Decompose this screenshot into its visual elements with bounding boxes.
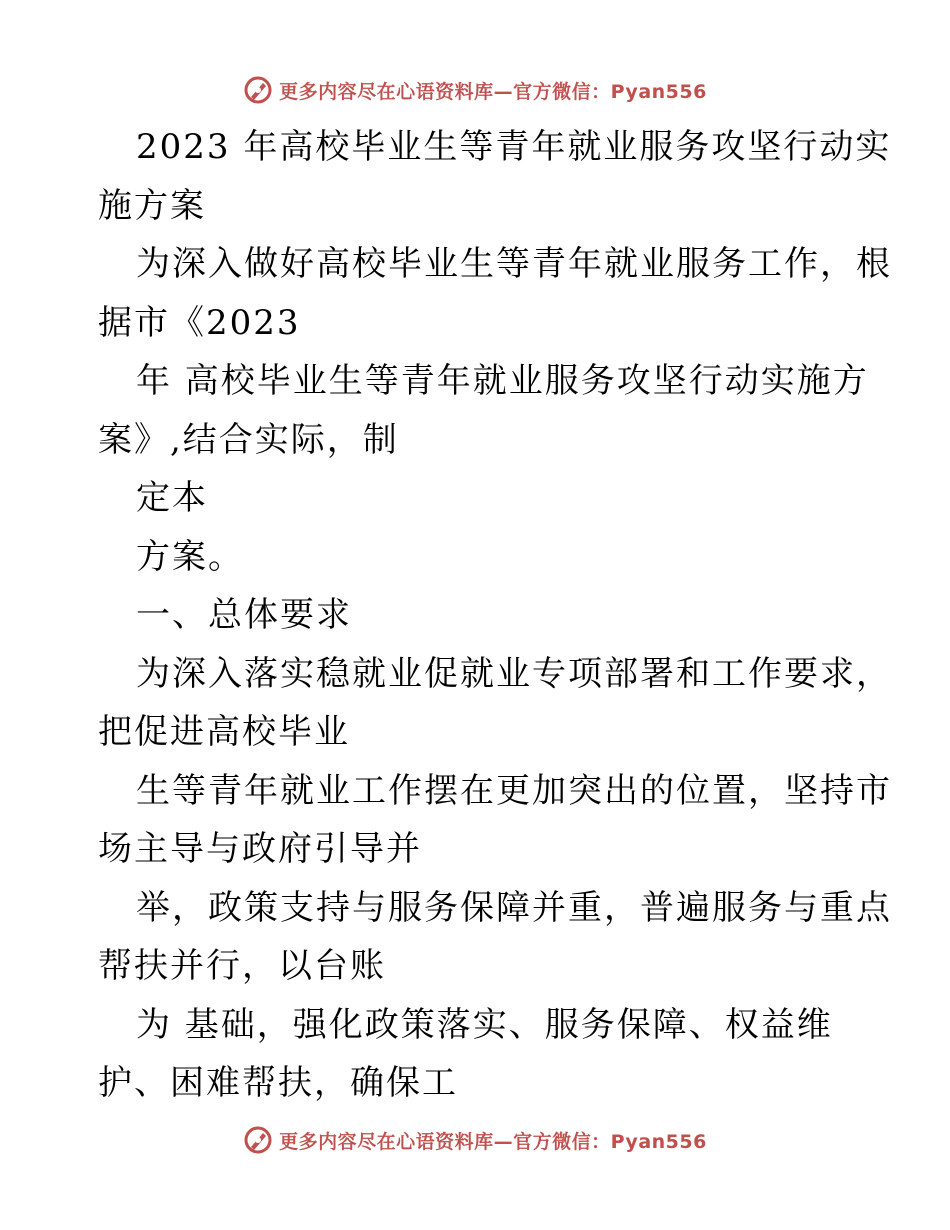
pen-logo-icon <box>243 75 273 105</box>
text-line: 生等青年就业工作摆在更加突出的位置，坚持市 <box>136 770 892 811</box>
text-line: 为深入做好高校毕业生等青年就业服务工作，根 <box>136 244 892 284</box>
text-line: 方案。 <box>136 536 244 577</box>
watermark-footer <box>0 1120 950 1160</box>
text-line: 2023 年高校毕业生等青年就业服务攻坚行动实 <box>136 127 892 167</box>
text-line: 施方案 <box>98 185 206 226</box>
text-line: 年 高校毕业生等青年就业服务攻坚行动实施方 <box>136 361 869 401</box>
text-line: 为 基础，强化政策落实、服务保障、权益维 <box>136 1004 833 1045</box>
watermark-text: 更多内容尽在心语资料库—官方微信：Pyan556 <box>279 80 707 103</box>
watermark-header <box>0 70 950 110</box>
text-line: 把促进高校毕业 <box>98 712 350 752</box>
pen-logo-icon <box>243 1125 273 1155</box>
document-body <box>98 118 892 1113</box>
text-line: 案》,结合实际，制 <box>98 419 399 460</box>
text-line: 场主导与政府引导并 <box>98 829 422 869</box>
text-line: 帮扶并行，以台账 <box>98 946 386 986</box>
text-line: 护、困难帮扶，确保工 <box>98 1063 458 1103</box>
text-line: 据市《2023 <box>98 302 301 343</box>
text-line: 举，政策支持与服务保障并重，普遍服务与重点 <box>136 887 892 928</box>
text-line: 为深入落实稳就业促就业专项部署和工作要求， <box>136 653 892 694</box>
watermark-text: 更多内容尽在心语资料库—官方微信：Pyan556 <box>279 1130 707 1153</box>
text-line: 一、总体要求 <box>136 595 352 635</box>
text-line: 定本 <box>136 478 208 518</box>
